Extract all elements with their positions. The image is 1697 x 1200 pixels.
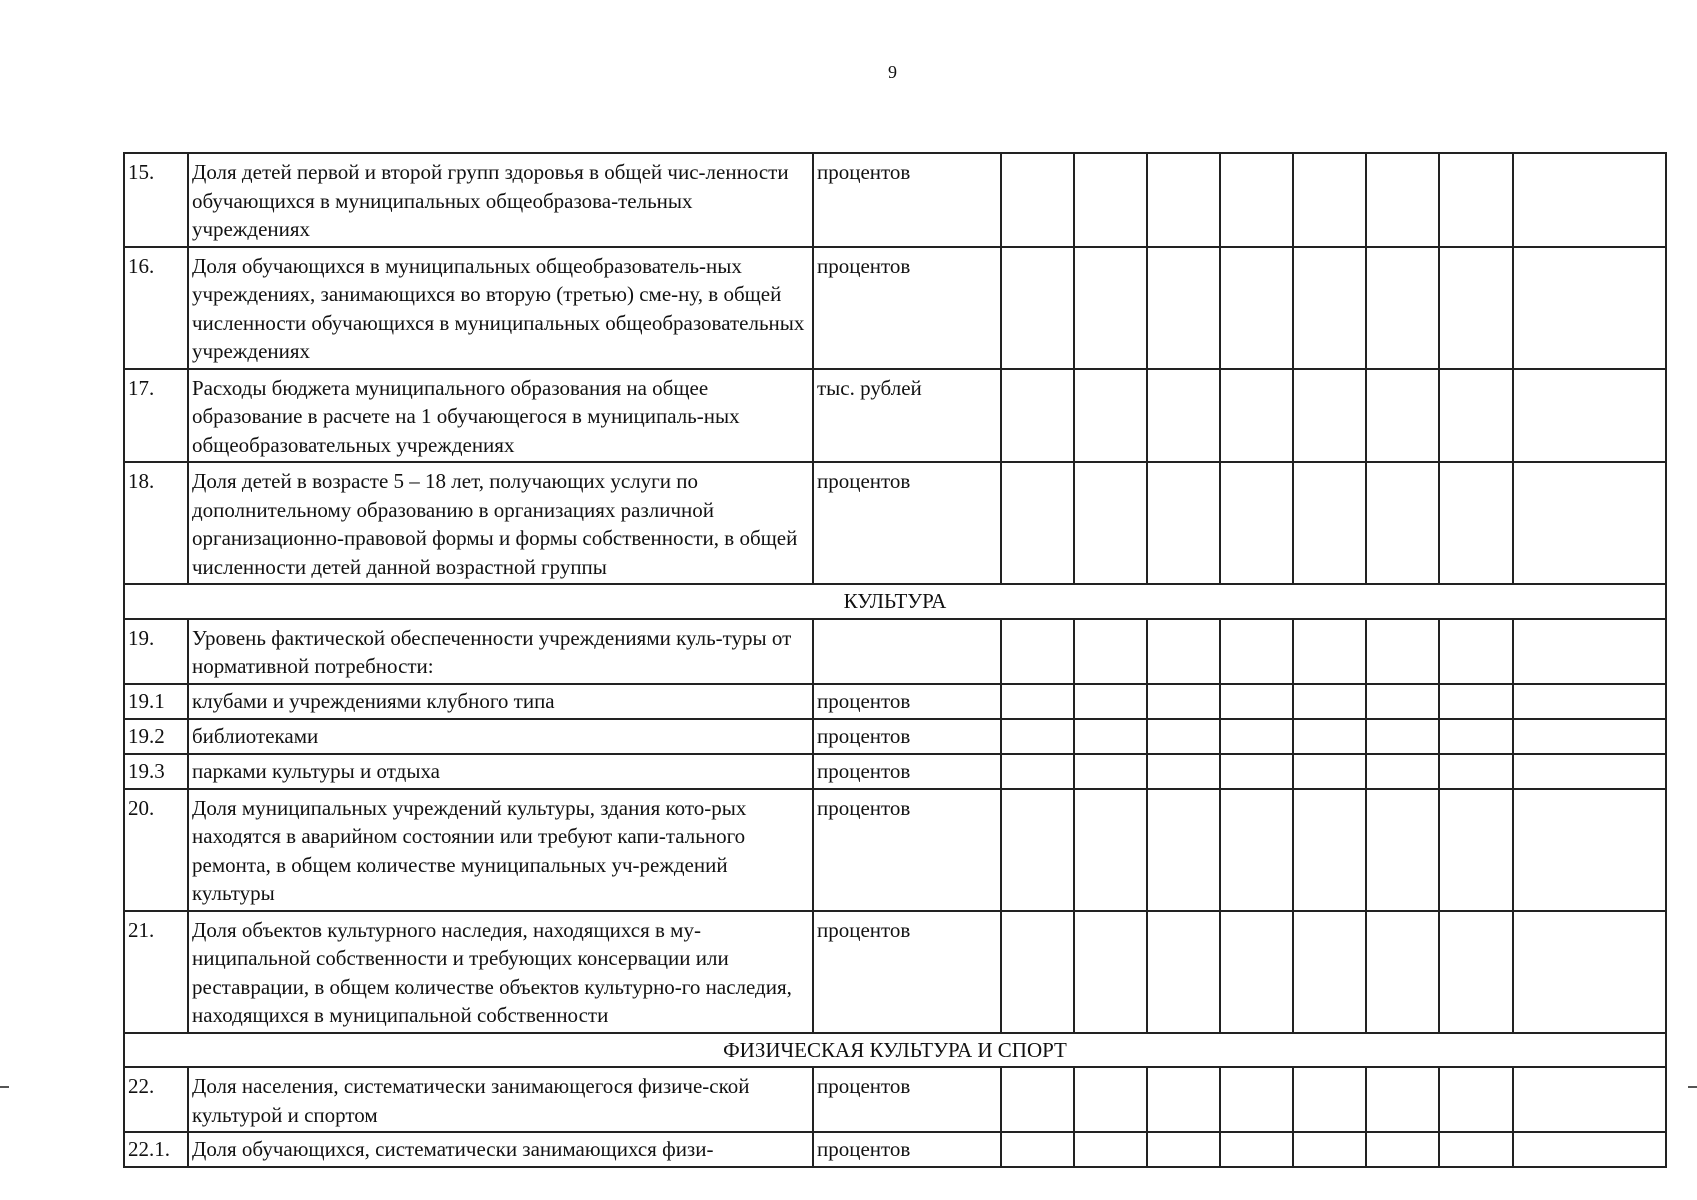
value-cell — [1001, 247, 1074, 369]
unit-of-measure: процентов — [813, 911, 1001, 1033]
value-cell — [1513, 789, 1666, 911]
table-row — [124, 619, 1666, 684]
value-cell — [1074, 369, 1147, 463]
indicator-description: Уровень фактической обеспеченности учреждениями куль-туры от нормативной потребности: — [188, 619, 813, 684]
value-cell — [1147, 754, 1220, 789]
indicator-description: Доля детей в возрасте 5 – 18 лет, получающих услуги по дополнительному образованию в организациях различной организационно-правовой формы и формы собственности, в общей численности детей данной возрастной группы — [188, 462, 813, 584]
value-cell — [1074, 619, 1147, 684]
row-number: 19.1 — [124, 684, 188, 719]
value-cell — [1439, 789, 1513, 911]
value-cell — [1001, 619, 1074, 684]
section-header-row — [124, 584, 1666, 619]
value-cell — [1513, 684, 1666, 719]
value-cell — [1074, 1132, 1147, 1167]
value-cell — [1513, 1067, 1666, 1132]
indicator-description: Расходы бюджета муниципального образования на общее образование в расчете на 1 обучающегося в муниципаль-ных общеобразовательных учреждениях — [188, 369, 813, 463]
unit-of-measure: процентов — [813, 684, 1001, 719]
value-cell — [1001, 1132, 1074, 1167]
value-cell — [1293, 719, 1366, 754]
value-cell — [1220, 369, 1293, 463]
value-cell — [1366, 684, 1439, 719]
indicator-description: клубами и учреждениями клубного типа — [188, 684, 813, 719]
value-cell — [1001, 719, 1074, 754]
indicator-description: Доля населения, систематически занимающегося физиче-ской культурой и спортом — [188, 1067, 813, 1132]
value-cell — [1366, 462, 1439, 584]
value-cell — [1513, 1132, 1666, 1167]
value-cell — [1147, 369, 1220, 463]
value-cell — [1220, 619, 1293, 684]
value-cell — [1147, 719, 1220, 754]
value-cell — [1001, 369, 1074, 463]
value-cell — [1293, 1132, 1366, 1167]
page-number: 9 — [888, 62, 897, 82]
value-cell — [1293, 1067, 1366, 1132]
indicator-description: Доля обучающихся в муниципальных общеобразователь-ных учреждениях, занимающихся во вторую (третью) сме-ну, в общей численности обучающихся в муниципальных общеобразовательных учреждениях — [188, 247, 813, 369]
value-cell — [1513, 754, 1666, 789]
value-cell — [1366, 369, 1439, 463]
row-number: 20. — [124, 789, 188, 911]
table-row — [124, 911, 1666, 1033]
value-cell — [1220, 911, 1293, 1033]
value-cell — [1293, 619, 1366, 684]
value-cell — [1147, 684, 1220, 719]
value-cell — [1074, 754, 1147, 789]
value-cell — [1220, 1132, 1293, 1167]
unit-of-measure: процентов — [813, 719, 1001, 754]
table-row — [124, 719, 1666, 754]
table-row — [124, 153, 1666, 247]
row-number: 17. — [124, 369, 188, 463]
table-row — [124, 462, 1666, 584]
scan-edge-mark-right — [1688, 1086, 1697, 1088]
value-cell — [1366, 1067, 1439, 1132]
value-cell — [1001, 684, 1074, 719]
table-body — [124, 153, 1666, 1167]
row-number: 15. — [124, 153, 188, 247]
value-cell — [1220, 684, 1293, 719]
value-cell — [1439, 619, 1513, 684]
unit-of-measure: процентов — [813, 789, 1001, 911]
value-cell — [1439, 684, 1513, 719]
value-cell — [1074, 462, 1147, 584]
value-cell — [1366, 1132, 1439, 1167]
unit-of-measure: процентов — [813, 1067, 1001, 1132]
value-cell — [1147, 1132, 1220, 1167]
value-cell — [1439, 911, 1513, 1033]
value-cell — [1220, 153, 1293, 247]
value-cell — [1439, 462, 1513, 584]
value-cell — [1513, 462, 1666, 584]
value-cell — [1001, 754, 1074, 789]
table-row — [124, 684, 1666, 719]
row-number: 16. — [124, 247, 188, 369]
value-cell — [1366, 247, 1439, 369]
value-cell — [1220, 462, 1293, 584]
table-row — [124, 1067, 1666, 1132]
unit-of-measure: процентов — [813, 754, 1001, 789]
value-cell — [1001, 911, 1074, 1033]
unit-of-measure: тыс. рублей — [813, 369, 1001, 463]
row-number: 22. — [124, 1067, 188, 1132]
indicator-description: Доля обучающихся, систематически занимающихся физи- — [188, 1132, 813, 1167]
value-cell — [1366, 153, 1439, 247]
value-cell — [1147, 1067, 1220, 1132]
indicator-description: Доля муниципальных учреждений культуры, здания кото-рых находятся в аварийном состоянии или требуют капи-тального ремонта, в общем количестве муниципальных уч-реждений культуры — [188, 789, 813, 911]
value-cell — [1293, 153, 1366, 247]
value-cell — [1293, 462, 1366, 584]
value-cell — [1001, 1067, 1074, 1132]
value-cell — [1293, 684, 1366, 719]
value-cell — [1074, 719, 1147, 754]
value-cell — [1220, 247, 1293, 369]
unit-of-measure: процентов — [813, 462, 1001, 584]
value-cell — [1439, 369, 1513, 463]
value-cell — [1439, 754, 1513, 789]
value-cell — [1147, 462, 1220, 584]
value-cell — [1513, 911, 1666, 1033]
value-cell — [1513, 153, 1666, 247]
indicator-description: библиотеками — [188, 719, 813, 754]
table-row — [124, 369, 1666, 463]
value-cell — [1513, 719, 1666, 754]
indicators-table — [123, 152, 1667, 1168]
value-cell — [1001, 153, 1074, 247]
value-cell — [1439, 247, 1513, 369]
value-cell — [1001, 789, 1074, 911]
section-title: КУЛЬТУРА — [124, 584, 1666, 619]
value-cell — [1220, 1067, 1293, 1132]
value-cell — [1147, 619, 1220, 684]
unit-of-measure: процентов — [813, 1132, 1001, 1167]
unit-of-measure: процентов — [813, 247, 1001, 369]
value-cell — [1366, 754, 1439, 789]
table-row — [124, 247, 1666, 369]
row-number: 19. — [124, 619, 188, 684]
unit-of-measure — [813, 619, 1001, 684]
value-cell — [1074, 153, 1147, 247]
value-cell — [1074, 911, 1147, 1033]
table-row — [124, 1132, 1666, 1167]
table-row — [124, 754, 1666, 789]
indicator-description: парками культуры и отдыха — [188, 754, 813, 789]
section-header-row — [124, 1033, 1666, 1068]
value-cell — [1293, 369, 1366, 463]
value-cell — [1147, 911, 1220, 1033]
value-cell — [1220, 719, 1293, 754]
value-cell — [1439, 1132, 1513, 1167]
value-cell — [1220, 754, 1293, 789]
value-cell — [1439, 1067, 1513, 1132]
value-cell — [1293, 247, 1366, 369]
value-cell — [1366, 719, 1439, 754]
value-cell — [1074, 1067, 1147, 1132]
value-cell — [1293, 754, 1366, 789]
value-cell — [1001, 462, 1074, 584]
value-cell — [1074, 684, 1147, 719]
row-number: 19.3 — [124, 754, 188, 789]
section-title: ФИЗИЧЕСКАЯ КУЛЬТУРА И СПОРТ — [124, 1033, 1666, 1068]
value-cell — [1293, 911, 1366, 1033]
row-number: 18. — [124, 462, 188, 584]
indicator-description: Доля объектов культурного наследия, находящихся в му-ниципальной собственности и требующих консервации или реставрации, в общем количестве объектов культурно-го наследия, находящихся в муниципальной собственности — [188, 911, 813, 1033]
value-cell — [1293, 789, 1366, 911]
value-cell — [1147, 247, 1220, 369]
value-cell — [1220, 789, 1293, 911]
row-number: 19.2 — [124, 719, 188, 754]
row-number: 21. — [124, 911, 188, 1033]
scan-edge-mark-left — [0, 1086, 9, 1088]
value-cell — [1147, 153, 1220, 247]
unit-of-measure: процентов — [813, 153, 1001, 247]
row-number: 22.1. — [124, 1132, 188, 1167]
value-cell — [1439, 153, 1513, 247]
value-cell — [1366, 789, 1439, 911]
value-cell — [1513, 369, 1666, 463]
value-cell — [1074, 247, 1147, 369]
value-cell — [1147, 789, 1220, 911]
value-cell — [1439, 719, 1513, 754]
value-cell — [1513, 619, 1666, 684]
value-cell — [1074, 789, 1147, 911]
indicator-description: Доля детей первой и второй групп здоровья в общей чис-ленности обучающихся в муниципальных общеобразова-тельных учреждениях — [188, 153, 813, 247]
table-row — [124, 789, 1666, 911]
value-cell — [1366, 911, 1439, 1033]
value-cell — [1366, 619, 1439, 684]
value-cell — [1513, 247, 1666, 369]
